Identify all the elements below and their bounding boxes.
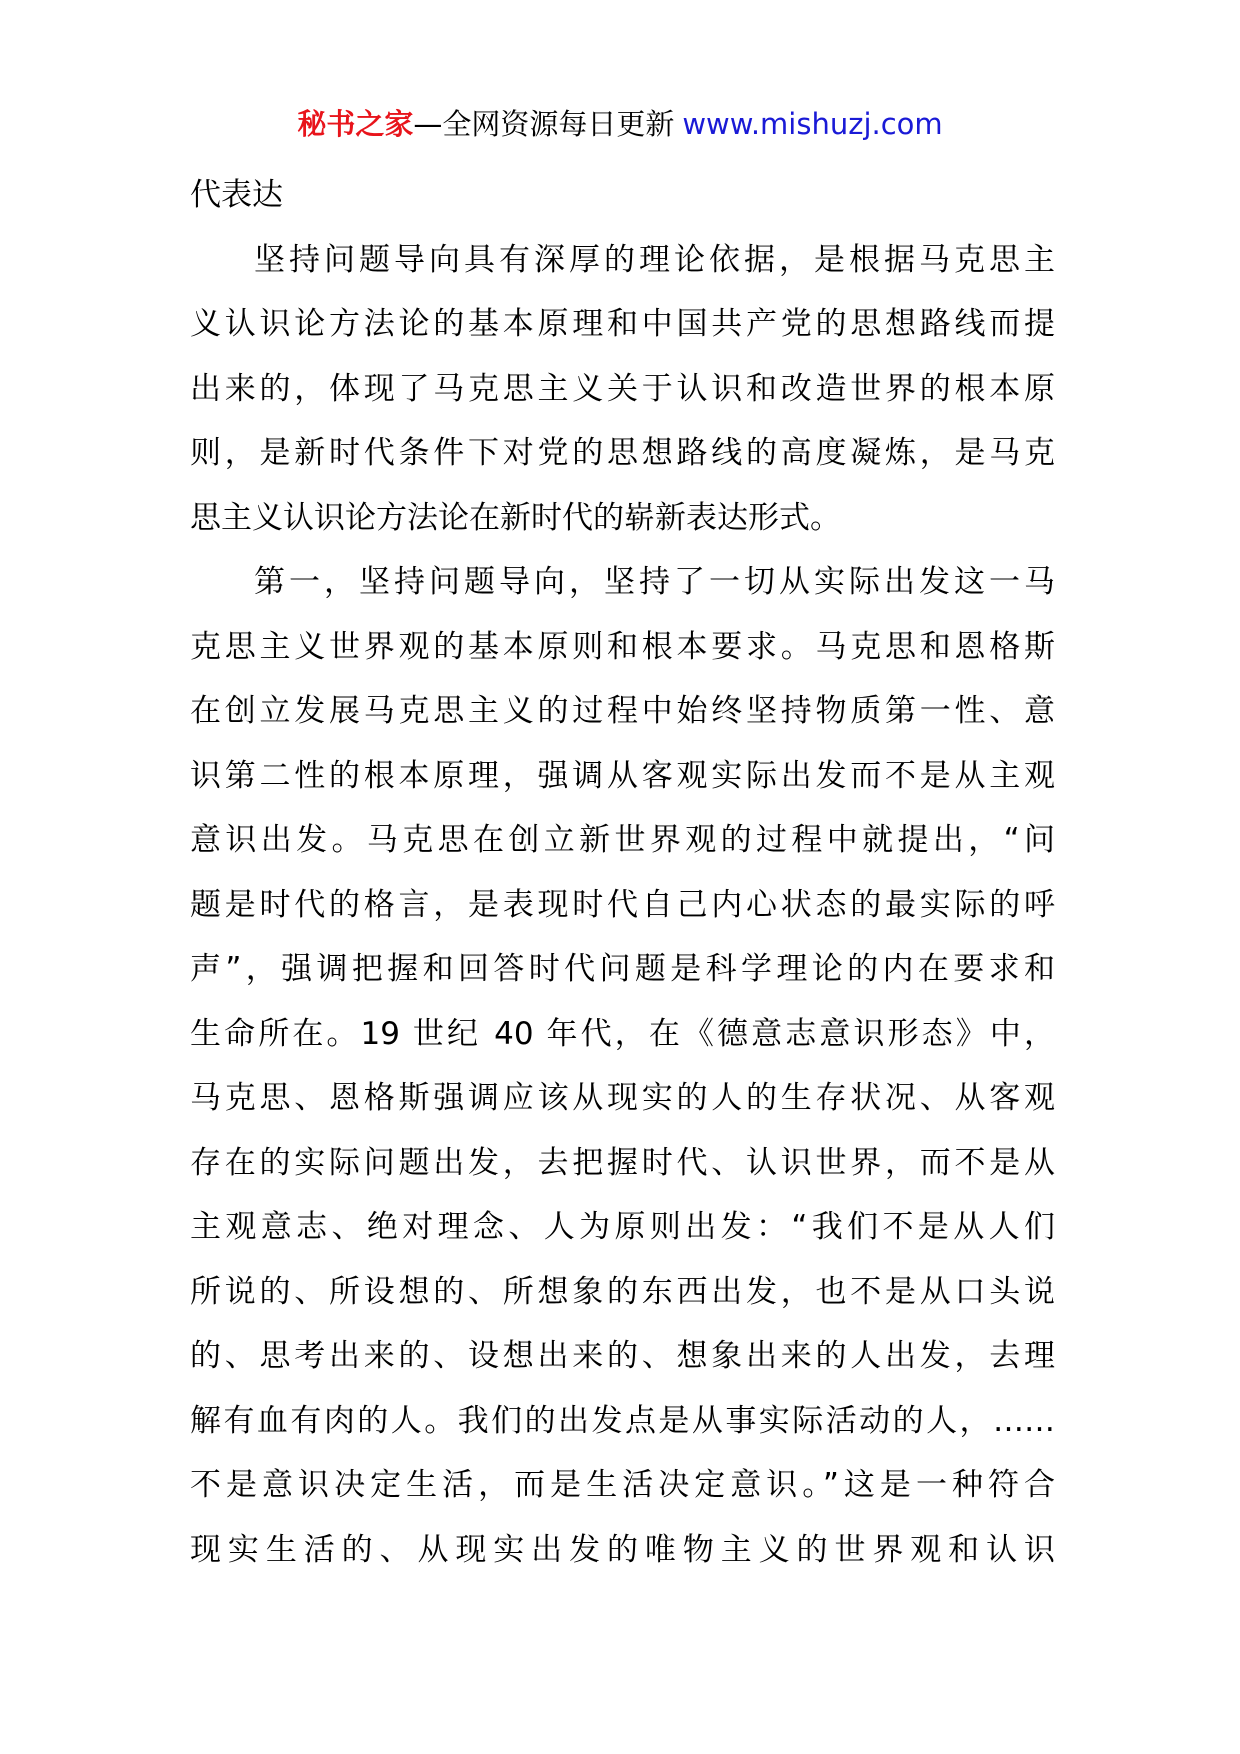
site-url-link[interactable]: www.mishuzj.com (682, 107, 943, 141)
text-line: 解有血有肉的人。我们的出发点是从事实际活动的人，…… (190, 1402, 1055, 1439)
text-line: 主观意志、绝对理念、人为原则出发：“我们不是从人们 (190, 1209, 1055, 1245)
text-line: 则，是新时代条件下对党的思想路线的高度凝炼，是马克 (190, 435, 1055, 471)
text-line: 义认识论方法论的基本原理和中国共产党的思想路线而提 (190, 306, 1055, 342)
text-line: 马克思、恩格斯强调应该从现实的人的生存状况、从客观 (190, 1080, 1055, 1116)
text-line: 识第二性的根本原理，强调从客观实际出发而不是从主观 (190, 757, 1055, 794)
text-line: 声”，强调把握和回答时代问题是科学理论的内在要求和 (190, 951, 1055, 987)
site-slogan: —全网资源每日更新 (413, 107, 675, 141)
text-line: 存在的实际问题出发，去把握时代、认识世界，而不是从 (190, 1144, 1055, 1181)
text-line: 不是意识决定生活，而是生活决定意识。”这是一种符合 (190, 1467, 1055, 1503)
text-line: 思主义认识论方法论在新时代的崭新表达形式。 (190, 499, 841, 536)
text-line: 第一，坚持问题导向，坚持了一切从实际出发这一马 (254, 564, 1055, 600)
text-line: 的、思考出来的、设想出来的、想象出来的人出发，去理 (190, 1338, 1055, 1374)
text-line: 所说的、所设想的、所想象的东西出发，也不是从口头说 (190, 1273, 1055, 1310)
text-line: 出来的，体现了马克思主义关于认识和改造世界的根本原 (190, 370, 1055, 407)
text-line: 生命所在。19 世纪 40 年代，在《德意志意识形态》中， (190, 1015, 1055, 1052)
text-line: 题是时代的格言，是表现时代自己内心状态的最实际的呼 (190, 886, 1055, 923)
text-line: 坚持问题导向具有深厚的理论依据，是根据马克思主 (254, 241, 1055, 278)
site-brand: 秘书之家 (297, 107, 414, 141)
text-line: 克思主义世界观的基本原则和根本要求。马克思和恩格斯 (190, 628, 1055, 665)
text-line: 在创立发展马克思主义的过程中始终坚持物质第一性、意 (190, 693, 1055, 729)
text-line: 代表达 (190, 177, 283, 213)
site-header (0, 104, 1240, 144)
text-line: 意识出发。马克思在创立新世界观的过程中就提出，“问 (190, 822, 1055, 858)
document-body (190, 163, 1055, 1582)
text-line: 现实生活的、从现实出发的唯物主义的世界观和认识 (190, 1531, 1055, 1568)
